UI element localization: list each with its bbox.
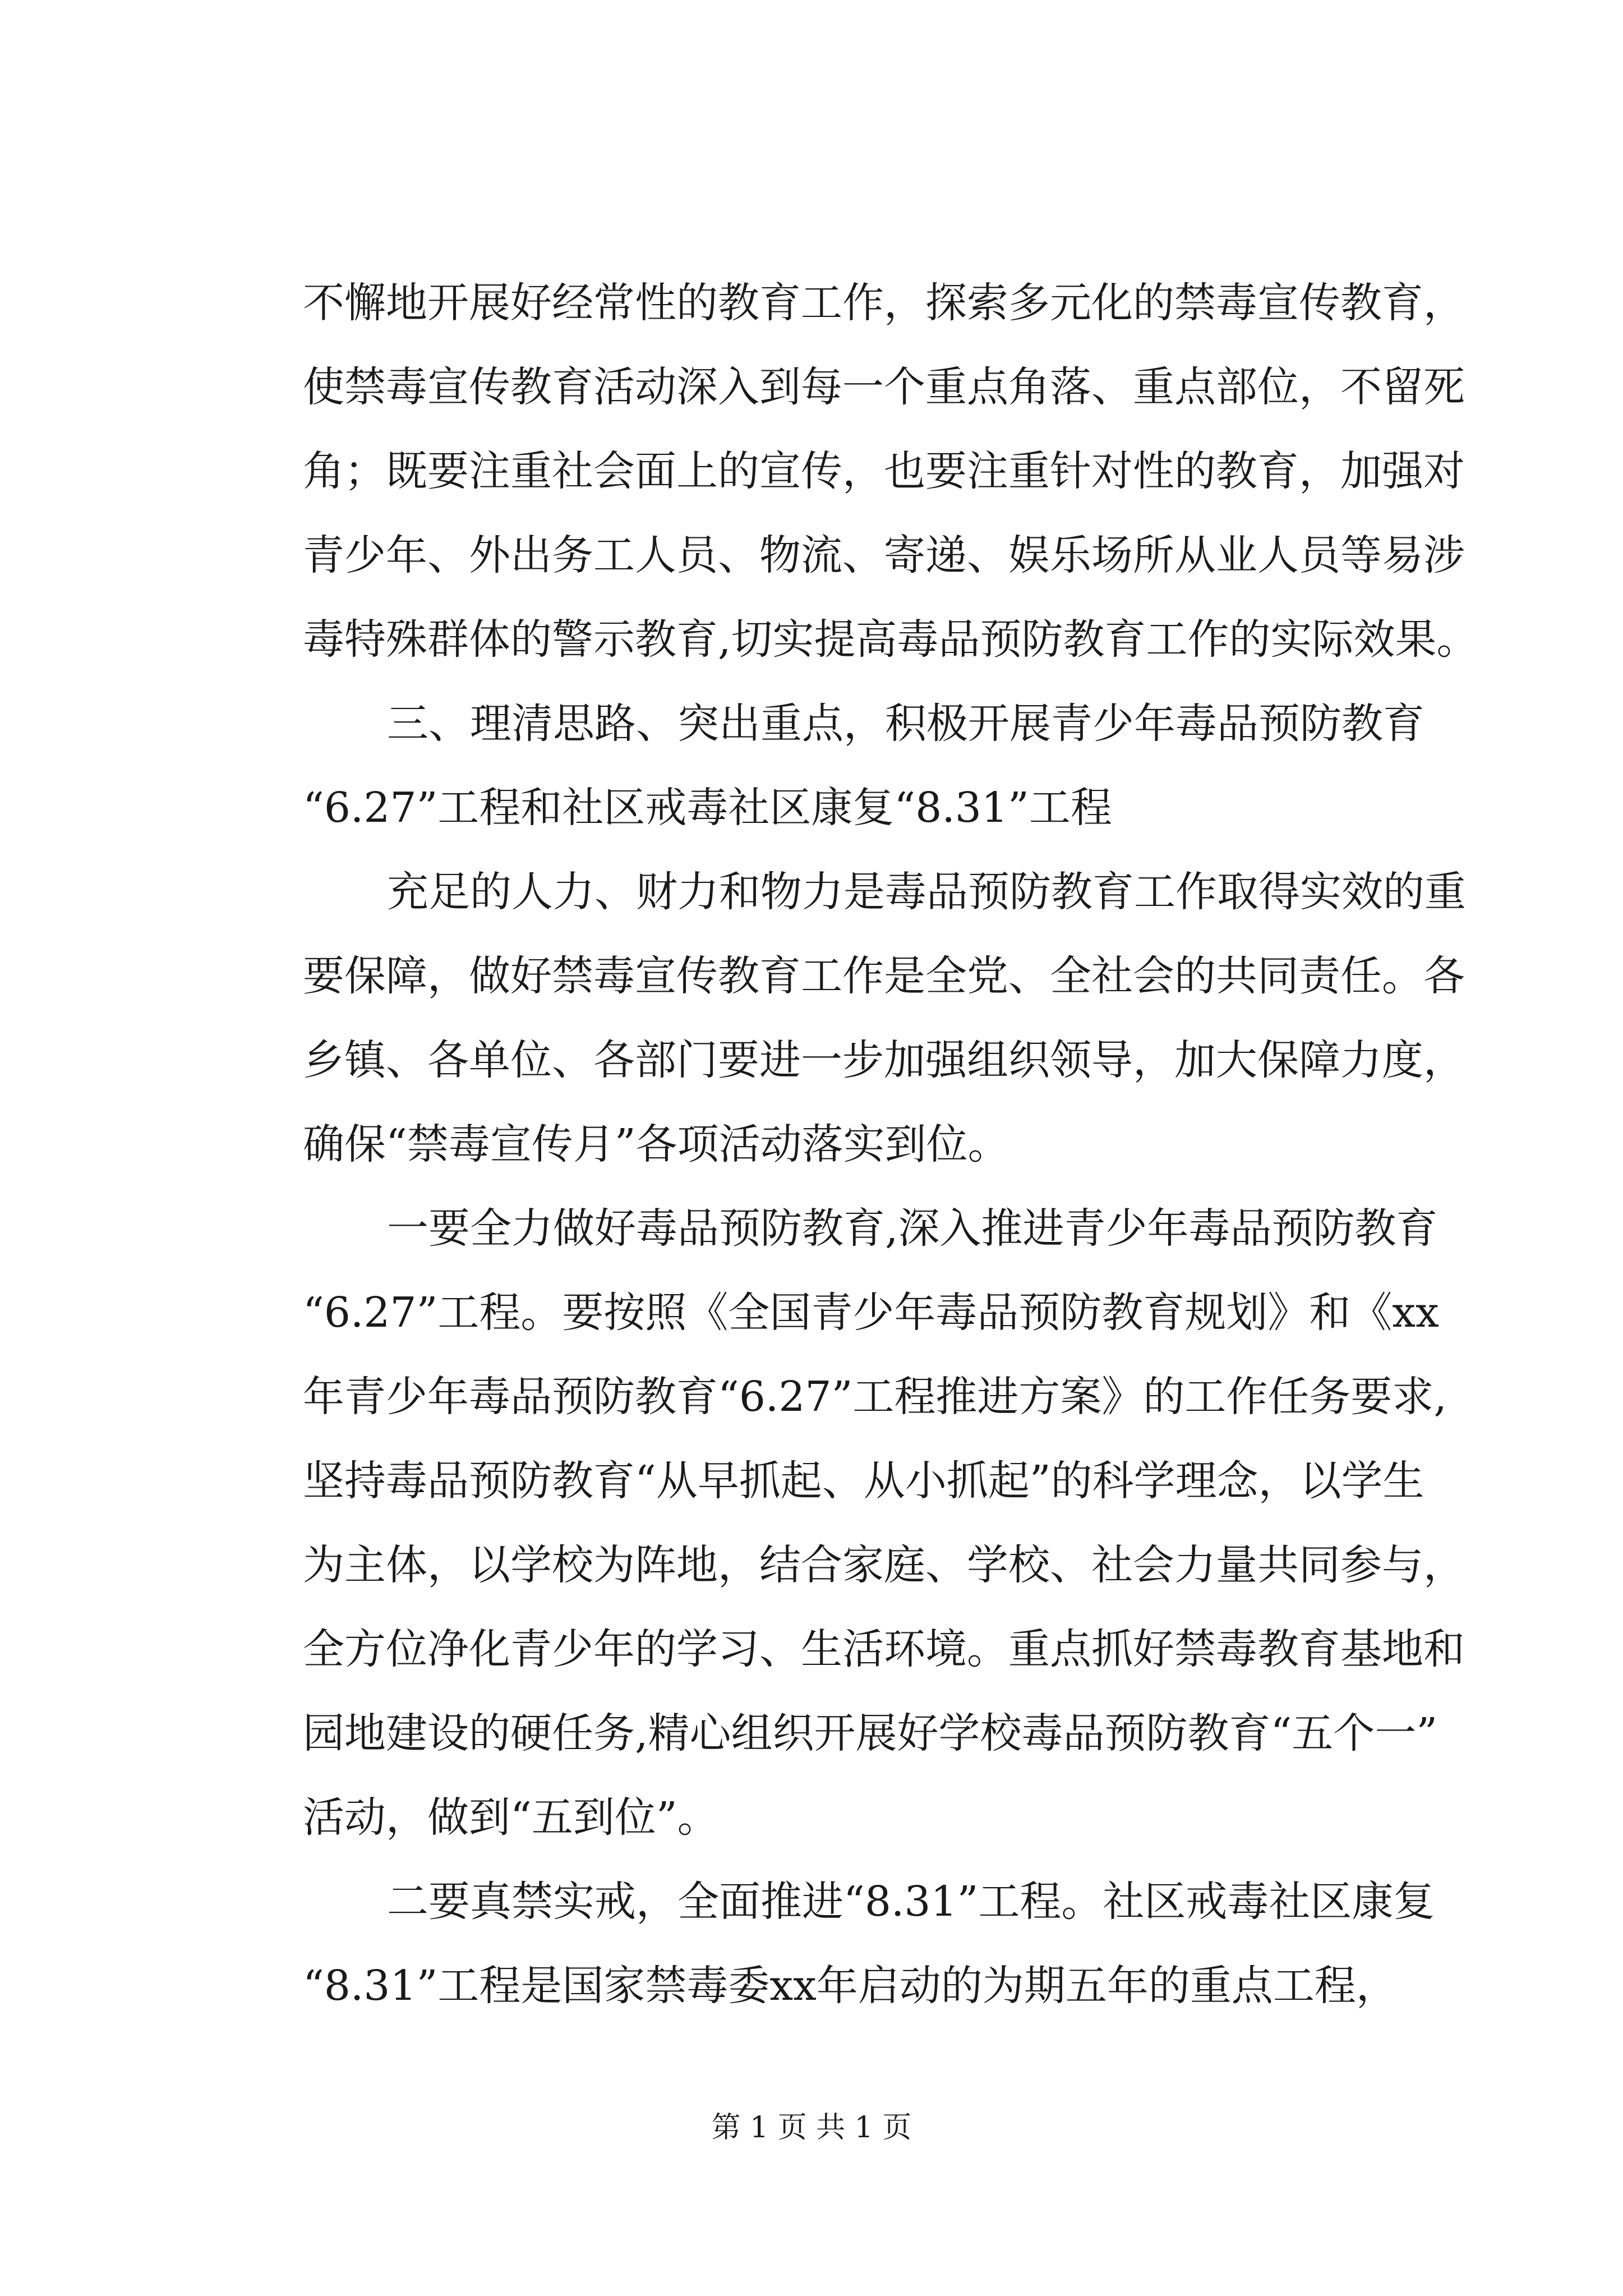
text-line: “8.31”工程是国家禁毒委xx年启动的为期五年的重点工程，	[303, 1962, 1398, 2010]
text-line: 一要全力做好毒品预防教育,深入推进青少年毒品预防教育	[387, 1204, 1438, 1253]
section-heading-line: 三、理清思路、突出重点，积极开展青少年毒品预防教育	[387, 700, 1424, 748]
text-line: 不懈地开展好经常性的教育工作，探索多元化的禁毒宣传教育，	[303, 279, 1465, 327]
section-heading-line: “6.27”工程和社区戒毒社区康复“8.31”工程	[303, 784, 1112, 832]
text-line: 为主体，以学校为阵地，结合家庭、学校、社会力量共同参与，	[303, 1541, 1465, 1589]
text-line: 全方位净化青少年的学习、生活环境。重点抓好禁毒教育基地和	[303, 1625, 1465, 1673]
text-line: 角；既要注重社会面上的宣传，也要注重针对性的教育，加强对	[303, 447, 1465, 495]
document-body	[303, 261, 1478, 2028]
text-line: 活动，做到“五到位”。	[303, 1793, 719, 1842]
page-number-footer: 第 1 页 共 1 页	[711, 2111, 912, 2145]
text-line: 要保障，做好禁毒宣传教育工作是全党、全社会的共同责任。各	[303, 952, 1465, 1000]
text-line: 确保“禁毒宣传月”各项活动落实到位。	[303, 1120, 1009, 1168]
text-line: 青少年、外出务工人员、物流、寄递、娱乐场所从业人员等易涉	[303, 531, 1465, 579]
text-line: 年青少年毒品预防教育“6.27”工程推进方案》的工作任务要求,	[303, 1373, 1447, 1421]
text-line: 坚持毒品预防教育“从早抓起、从小抓起”的科学理念，以学生	[303, 1457, 1424, 1505]
text-line: 充足的人力、财力和物力是毒品预防教育工作取得实效的重	[387, 868, 1466, 916]
text-line: 二要真禁实戒，全面推进“8.31”工程。社区戒毒社区康复	[387, 1878, 1435, 1926]
text-line: “6.27”工程。要按照《全国青少年毒品预防教育规划》和《xx	[303, 1289, 1439, 1337]
text-line: 使禁毒宣传教育活动深入到每一个重点角落、重点部位，不留死	[303, 363, 1465, 411]
text-line: 园地建设的硬任务,精心组织开展好学校毒品预防教育“五个一”	[303, 1709, 1438, 1757]
text-line: 乡镇、各单位、各部门要进一步加强组织领导，加大保障力度，	[303, 1036, 1465, 1084]
text-line: 毒特殊群体的警示教育,切实提高毒品预防教育工作的实际效果。	[303, 615, 1478, 664]
